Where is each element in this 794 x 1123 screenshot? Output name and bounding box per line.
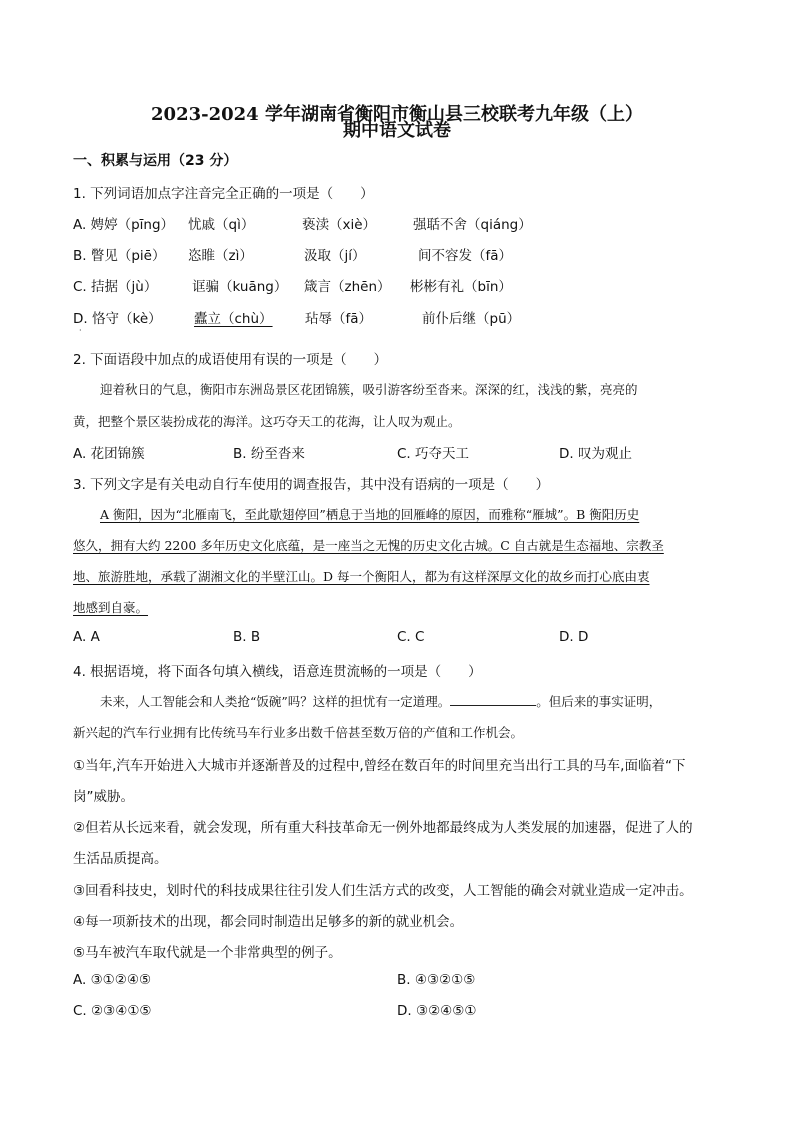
q1-option-d-2: 蠹立（chù） [194, 311, 273, 327]
stray-dot-mark: · [79, 326, 82, 335]
q3-passage-line-4: 地感到自豪。 [73, 600, 149, 615]
q1-stem: 1. 下列词语加点字注音完全正确的一项是（ ） [73, 186, 374, 202]
section-heading: 一、积累与运用（23 分） [73, 153, 238, 169]
q1-option-d-3: 玷辱（fā） [305, 311, 373, 327]
q3-stem: 3. 下列文字是有关电动自行车使用的调查报告，其中没有语病的一项是（ ） [73, 477, 550, 493]
q1-option-c-4: 彬彬有礼（bīn） [410, 279, 512, 295]
q4-sentence-1b: 岗”威胁。 [73, 789, 134, 805]
q2-option-d: D. 叹为观止 [559, 446, 632, 462]
q1-option-b-3: 汲取（jí） [304, 248, 366, 264]
q4-option-d: D. ③②④⑤① [397, 1003, 477, 1019]
q4-option-a: A. ③①②④⑤ [73, 972, 152, 988]
q4-stem: 4. 根据语境，将下面各句填入横线，语意连贯流畅的一项是（ ） [73, 664, 482, 680]
q4-passage-line-1 [100, 692, 661, 710]
q1-option-d-4: 前仆后继（pū） [422, 311, 521, 327]
q1-option-d-1: D. 恪守（kè） [73, 311, 162, 327]
q2-option-b: B. 纷至沓来 [233, 446, 305, 462]
q3-option-b: B. B [233, 629, 261, 645]
q4-sentence-2a: ②但若从长远来看，就会发现，所有重大科技革命无一例外地都最终成为人类发展的加速器，促进了人的 [73, 820, 693, 836]
q1-option-c-1: C. 拮据（jù） [73, 279, 158, 295]
q1-option-c-3: 箴言（zhēn） [304, 279, 391, 295]
q1-option-b-2: 恣睢（zì） [188, 248, 253, 264]
q2-option-c: C. 巧夺天工 [397, 446, 470, 462]
q1-option-b-1: B. 瞥见（piē） [73, 248, 166, 264]
title-line-1: 2023-2024 学年湖南省衡阳市衡山县三校联考九年级（上） [151, 104, 643, 125]
q3-option-c: C. C [397, 629, 425, 645]
q4-passage-line-2: 新兴起的汽车行业拥有比传统马车行业多出数千倍甚至数万倍的产值和工作机会。 [73, 725, 524, 740]
q1-option-a-3: 亵渎（xiè） [302, 217, 377, 233]
q2-passage-line-2: 黄，把整个景区装扮成花的海洋。这巧夺天工的花海，让人叹为观止。 [73, 414, 461, 429]
q1-option-b-4: 间不容发（fā） [418, 248, 513, 264]
q3-option-d: D. D [559, 629, 589, 645]
q1-option-a-2: 忧戚（qì） [188, 217, 255, 233]
q1-option-c-2: 诓骗（kuāng） [192, 279, 288, 295]
q2-passage-line-1: 迎着秋日的气息，衡阳市东洲岛景区花团锦簇，吸引游客纷至沓来。深深的红，浅浅的紫，亮亮的 [100, 382, 638, 397]
q2-stem: 2. 下面语段中加点的成语使用有误的一项是（ ） [73, 352, 388, 368]
q1-option-a-4: 强聒不舍（qiáng） [413, 217, 532, 233]
q3-option-a: A. A [73, 629, 100, 645]
q4-passage-line-1a: 未来，人工智能会和人类抢“饭碗”吗？这样的担忧有一定道理。 [100, 694, 451, 709]
q4-option-b: B. ④③②①⑤ [397, 972, 476, 988]
title-line-2-text: 期中语文试卷 [343, 120, 451, 141]
q4-option-c: C. ②③④①⑤ [73, 1003, 152, 1019]
q1-option-a-1: A. 娉婷（pīng） [73, 217, 175, 233]
answer-blank [450, 693, 536, 706]
q4-sentence-2b: 生活品质提高。 [73, 851, 168, 867]
q4-sentence-3: ③回看科技史，划时代的科技成果往往引发人们生活方式的改变，人工智能的确会对就业造成一定冲击。 [73, 883, 693, 899]
q3-passage-line-1: A 衡阳，因为“北雁南飞，至此歇翅停回”栖息于当地的回雁峰的原因，而雅称“雁城”。B 衡阳历史 [100, 507, 640, 522]
q4-sentence-5: ⑤马车被汽车取代就是一个非常典型的例子。 [73, 945, 342, 961]
q4-passage-line-1b: 。但后来的事实证明， [536, 694, 662, 709]
q4-sentence-1a: ①当年,汽车开始进入大城市并逐渐普及的过程中,曾经在数百年的时间里充当出行工具的马车,面临着“下 [73, 758, 686, 774]
q3-passage-line-2: 悠久，拥有大约 2200 多年历史文化底蕴，是一座当之无愧的历史文化古城。C 自古就是生态福地、宗教圣 [73, 538, 664, 553]
q2-option-a: A. 花团锦簇 [73, 446, 145, 462]
q4-sentence-4: ④每一项新技术的出现，都会同时制造出足够多的新的就业机会。 [73, 914, 464, 930]
q3-passage-line-3: 地、旅游胜地，承载了湖湘文化的半壁江山。D 每一个衡阳人，都为有这样深厚文化的故乡而打心底由衷 [73, 569, 650, 584]
